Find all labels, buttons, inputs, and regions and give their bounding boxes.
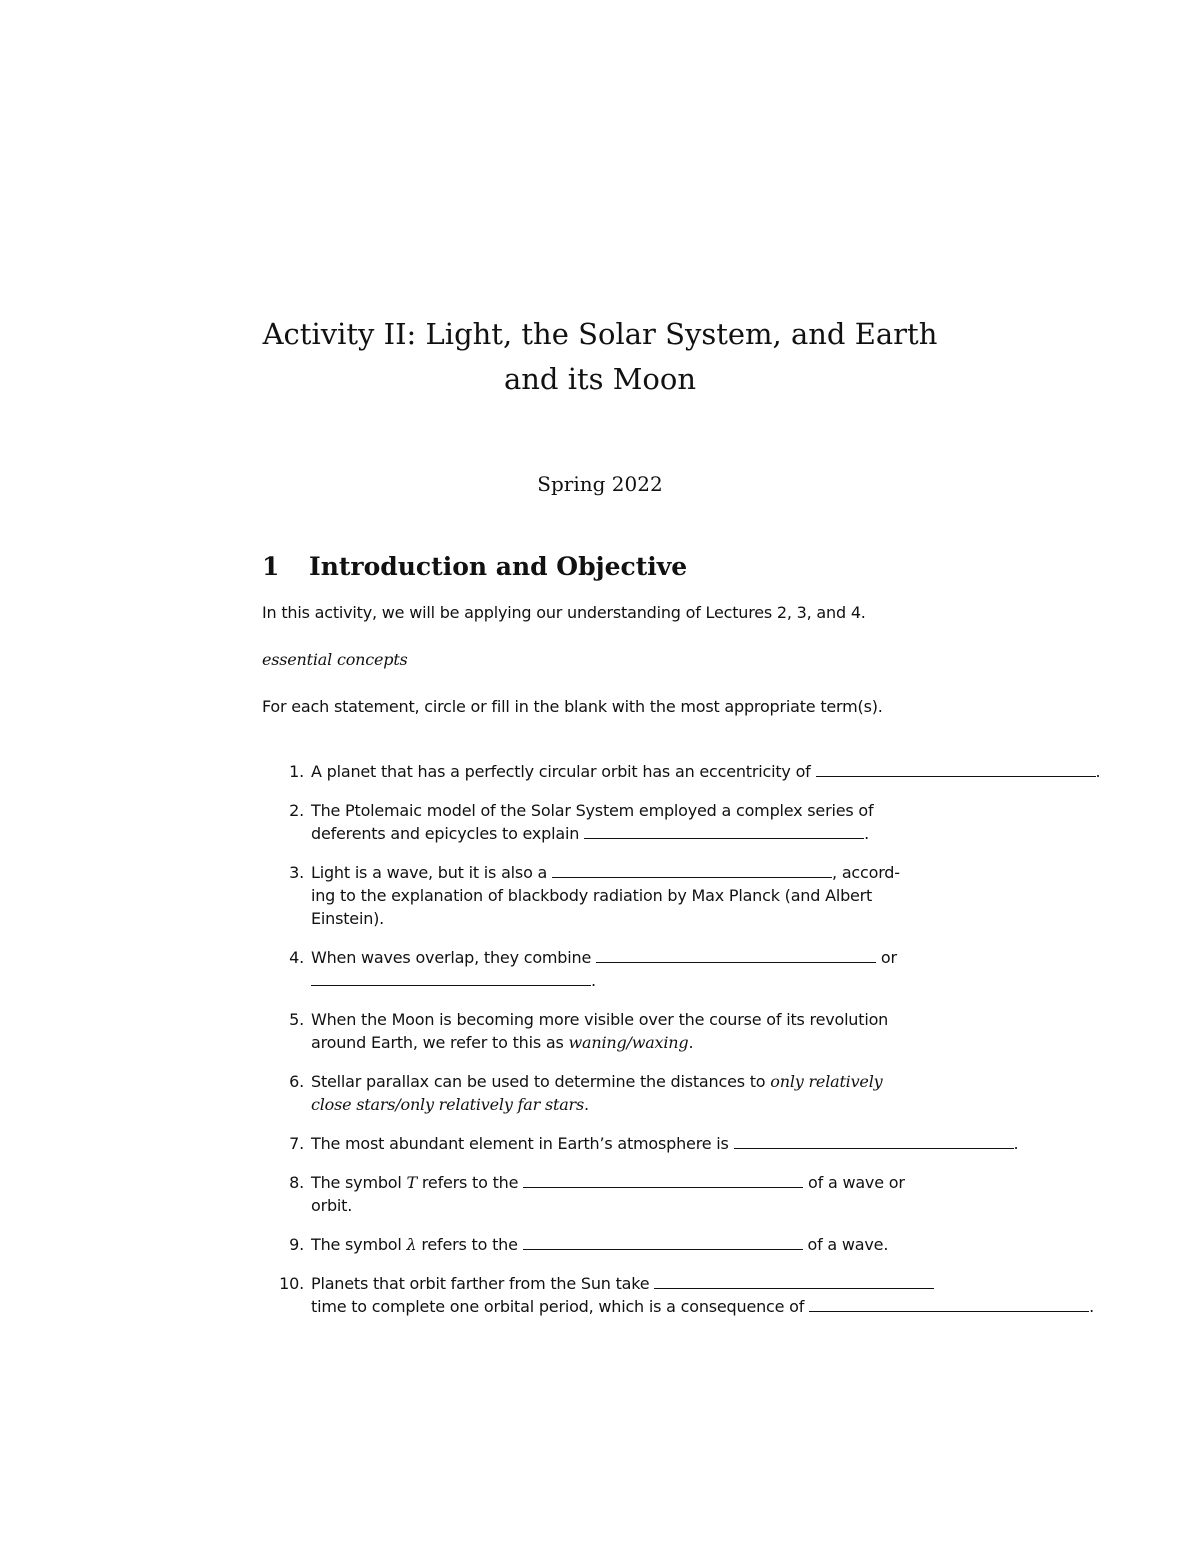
answer-blank[interactable] <box>584 824 864 839</box>
answer-blank[interactable] <box>734 1134 1014 1149</box>
question-text-part: , accord- <box>832 863 900 882</box>
question-text-part: Stellar parallax can be used to determine the distances to <box>311 1072 766 1091</box>
question-line <box>311 1070 936 1093</box>
math-symbol: λ <box>406 1235 417 1254</box>
section-number: 1 <box>262 552 280 581</box>
question-text-part: Planets that orbit farther from the Sun take <box>311 1274 650 1293</box>
question-text-part: When waves overlap, they combine <box>311 948 592 967</box>
question-text-part: refers to the <box>421 1173 519 1192</box>
question-number: 9. <box>289 1235 304 1254</box>
question-number: 6. <box>289 1072 304 1091</box>
answer-blank[interactable] <box>654 1274 934 1289</box>
question-line: orbit. <box>311 1196 353 1215</box>
question-text-part: The symbol <box>311 1235 402 1254</box>
question-text-part: deferents and epicycles to explain <box>311 824 580 843</box>
question-2 <box>262 799 1200 845</box>
question-line: Einstein). <box>311 909 385 928</box>
question-text-part: around Earth, we refer to this as <box>311 1033 564 1052</box>
question-line: ing to the explanation of blackbody radiation by Max Planck (and Albert <box>311 886 873 905</box>
question-line <box>311 1031 936 1054</box>
question-text-part: The most abundant element in Earth’s atmosphere is <box>311 1134 729 1153</box>
question-7 <box>262 1132 1200 1155</box>
question-text <box>311 1070 936 1116</box>
question-10 <box>262 1272 1200 1318</box>
question-text-part: of a wave. <box>807 1235 889 1254</box>
answer-blank[interactable] <box>552 863 832 878</box>
question-text <box>311 861 936 930</box>
answer-blank[interactable] <box>523 1173 803 1188</box>
answer-blank[interactable] <box>816 762 1096 777</box>
question-text-part: Light is a wave, but it is also a <box>311 863 548 882</box>
title-line-2: and its Moon <box>503 362 697 396</box>
question-list <box>262 760 1200 1334</box>
question-line <box>311 822 936 845</box>
title-line-1: Activity II: Light, the Solar System, and Earth <box>262 317 938 351</box>
question-text-part: . <box>864 824 869 843</box>
question-6 <box>262 1070 1200 1116</box>
question-number: 2. <box>289 801 304 820</box>
question-text <box>311 1233 936 1256</box>
answer-blank[interactable] <box>523 1235 803 1250</box>
question-text-part: A planet that has a perfectly circular orbit has an eccentricity of <box>311 762 811 781</box>
document-date: Spring 2022 <box>537 472 663 496</box>
question-number: 10. <box>279 1274 304 1293</box>
answer-blank[interactable] <box>596 948 876 963</box>
choice-option[interactable]: only relatively <box>770 1072 883 1091</box>
question-text-part: . <box>584 1095 589 1114</box>
question-1 <box>262 760 1200 783</box>
question-text-part: refers to the <box>421 1235 518 1254</box>
question-line <box>311 969 936 992</box>
question-text-part: time to complete one orbital period, which is a consequence of <box>311 1297 805 1316</box>
section-title: Introduction and Objective <box>309 552 688 581</box>
question-line <box>311 1093 936 1116</box>
question-text <box>311 1008 936 1054</box>
answer-blank[interactable] <box>311 971 591 986</box>
question-8 <box>262 1171 1200 1217</box>
question-line <box>311 1272 1200 1295</box>
question-number: 4. <box>289 948 304 967</box>
question-line <box>311 861 936 884</box>
question-text <box>311 799 936 845</box>
choice-option[interactable]: close stars/only relatively far stars <box>311 1095 584 1114</box>
question-text <box>311 1132 1200 1155</box>
question-number: 3. <box>289 863 304 882</box>
question-line <box>311 1171 936 1194</box>
question-text-part: . <box>1095 762 1101 781</box>
choice-option[interactable]: waning/waxing <box>568 1033 689 1052</box>
question-text-part: or <box>880 948 897 967</box>
question-9 <box>262 1233 1200 1256</box>
question-text <box>311 760 1200 783</box>
question-line <box>311 1295 1200 1318</box>
question-number: 7. <box>289 1134 304 1153</box>
question-text-part: . <box>1089 1297 1094 1316</box>
question-line: When the Moon is becoming more visible over the course of its revolution <box>311 1010 889 1029</box>
question-5 <box>262 1008 1200 1054</box>
question-line <box>311 946 936 969</box>
question-text <box>311 1272 1200 1318</box>
intro-paragraph: In this activity, we will be applying our understanding of Lectures 2, 3, and 4. <box>262 603 866 622</box>
question-number: 8. <box>289 1173 304 1192</box>
concepts-label: essential concepts <box>262 650 408 669</box>
math-symbol: T <box>406 1173 418 1192</box>
question-text <box>311 1171 936 1217</box>
section-heading <box>262 549 687 585</box>
question-text-part: . <box>1013 1134 1019 1153</box>
question-text-part: of a wave or <box>808 1173 905 1192</box>
question-text <box>311 946 936 992</box>
question-3 <box>262 861 1200 930</box>
question-text-part: The symbol <box>311 1173 402 1192</box>
instructions-paragraph: For each statement, circle or fill in the blank with the most appropriate term(s). <box>262 697 883 716</box>
question-number: 1. <box>289 762 304 781</box>
question-number: 5. <box>289 1010 304 1029</box>
document-title <box>200 312 1000 402</box>
question-line: The Ptolemaic model of the Solar System employed a complex series of <box>311 801 874 820</box>
question-4 <box>262 946 1200 992</box>
question-text-part: . <box>688 1033 694 1052</box>
question-text-part: . <box>591 971 596 990</box>
answer-blank[interactable] <box>809 1297 1089 1312</box>
